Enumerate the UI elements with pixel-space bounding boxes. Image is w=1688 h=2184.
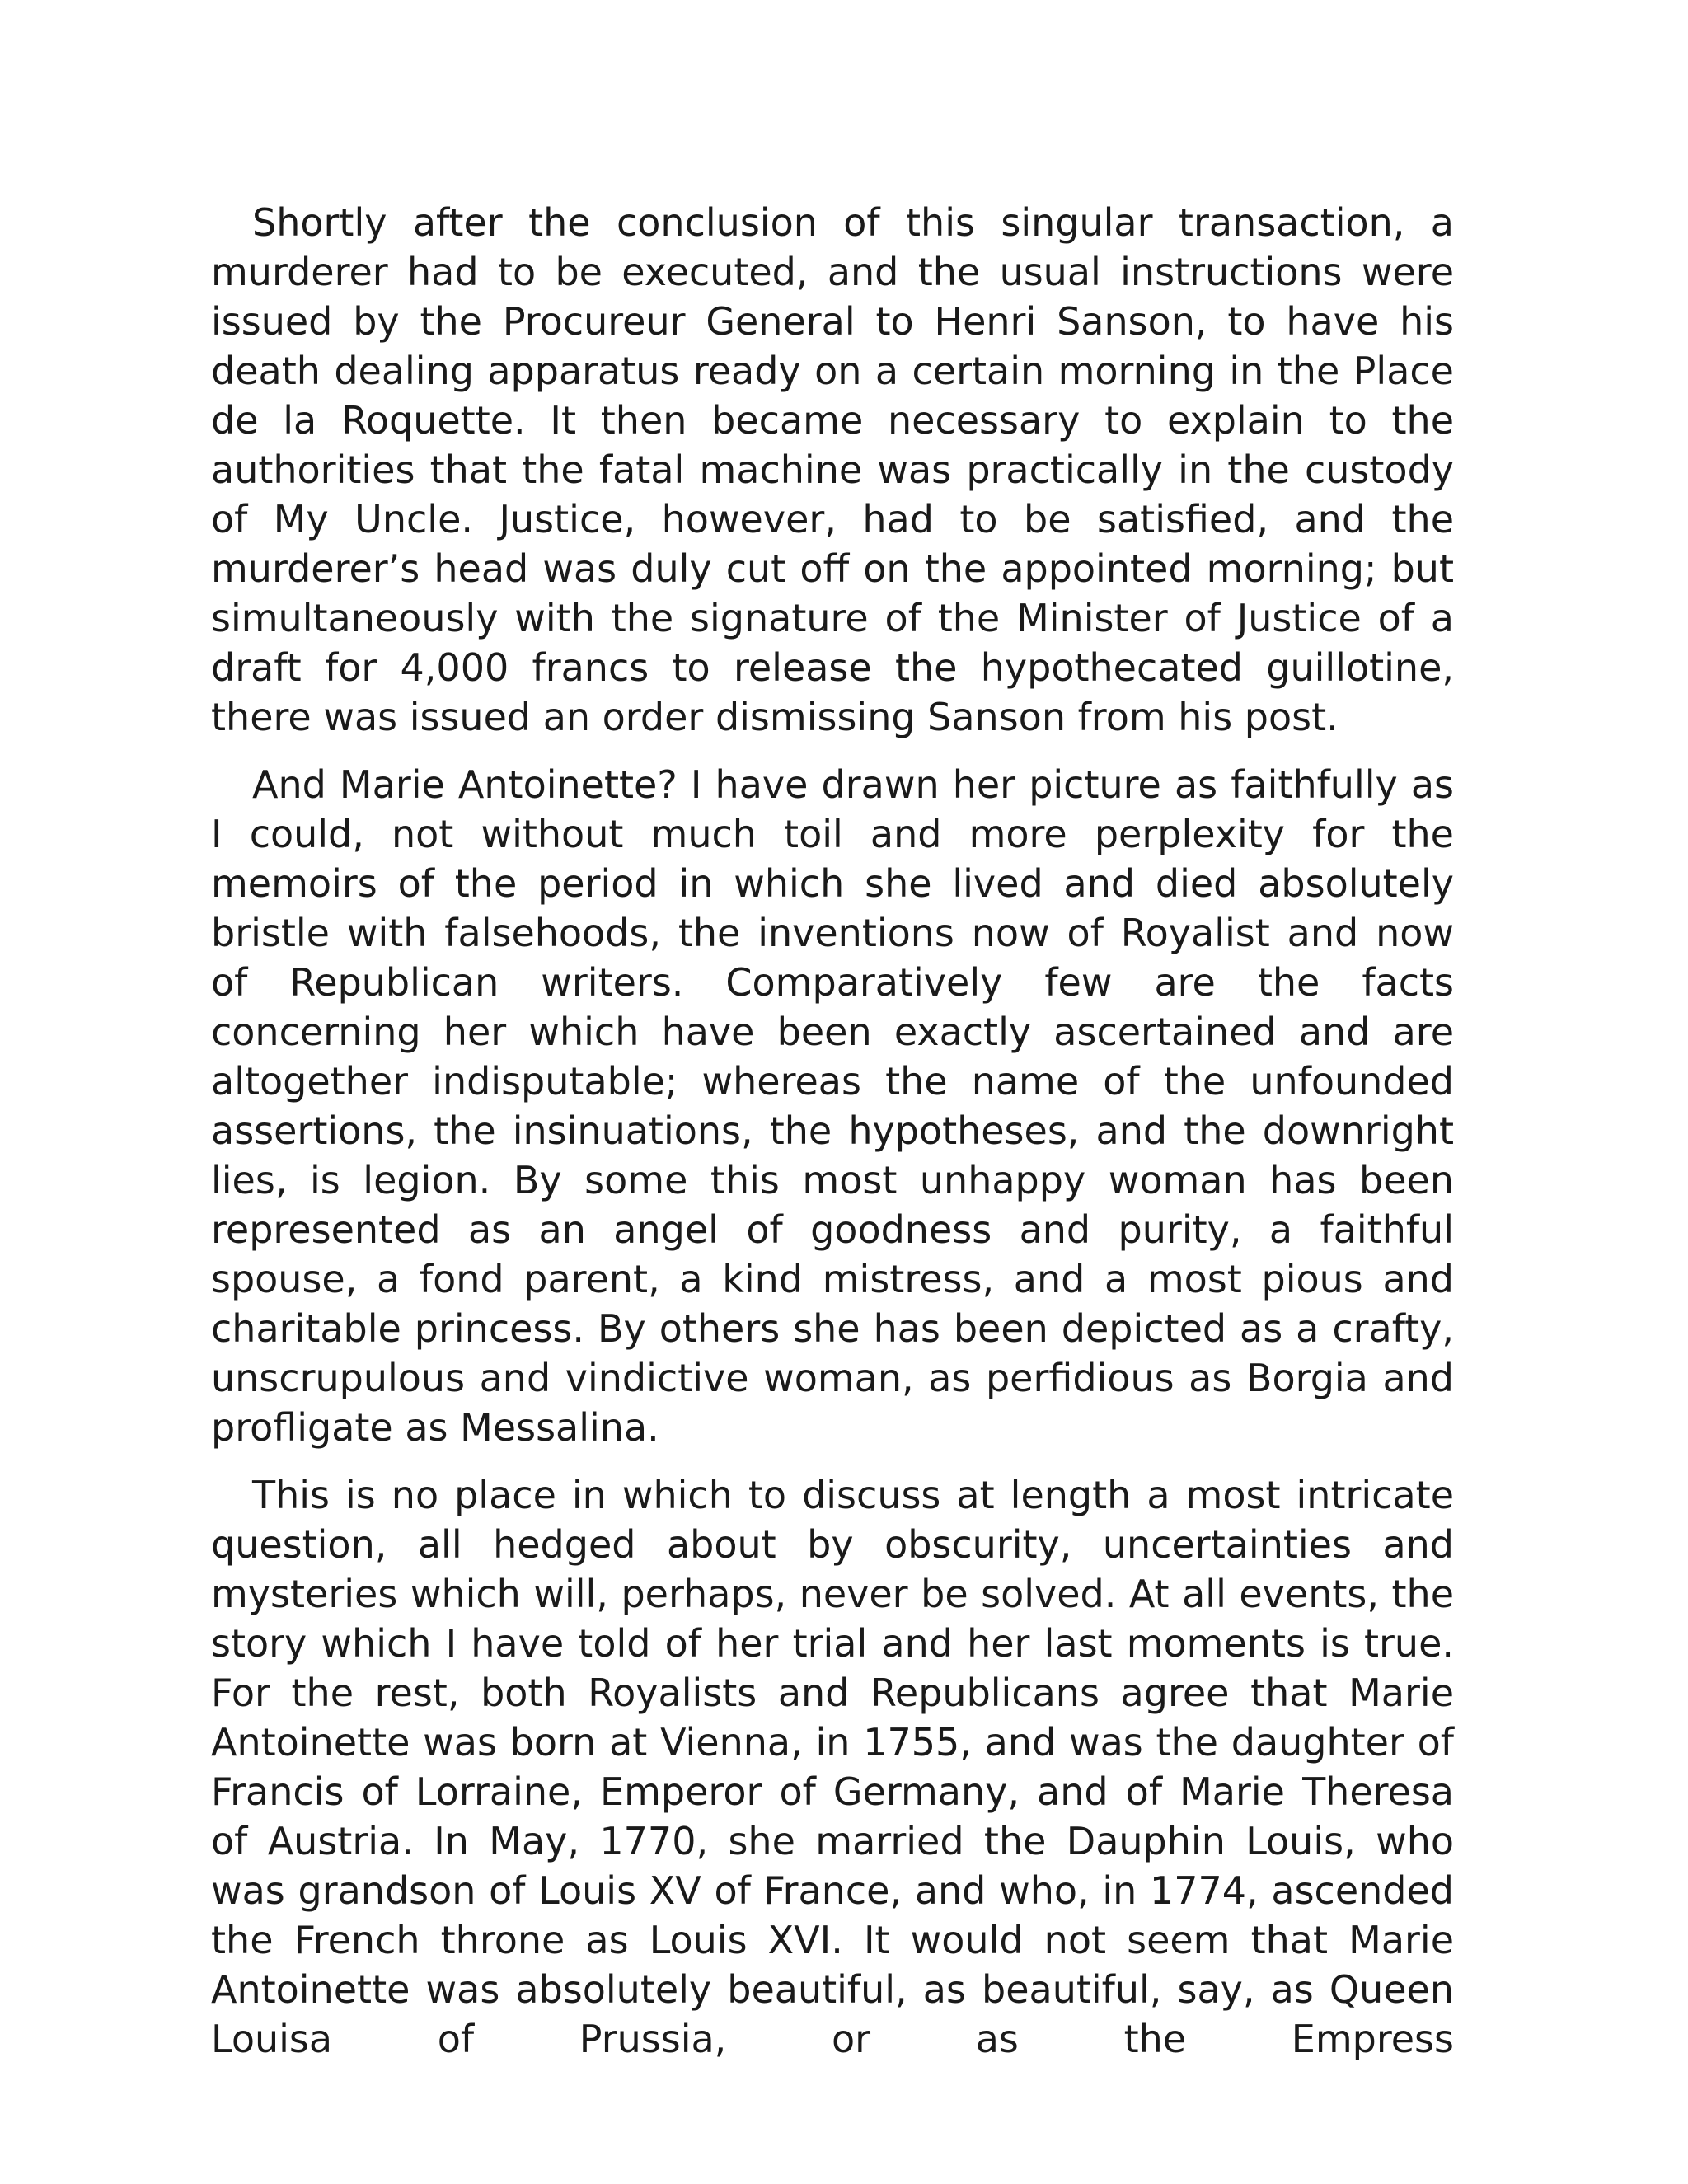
page-body bbox=[211, 198, 1454, 2082]
paragraph-marie-antoinette-history: This is no place in which to discuss at length a most intricate question, all hedged about by obscurity, uncertainties and mysteries which will, perhaps, never be solved. At all events, the story which I have told of her trial and her last moments is true. For the rest, both Royalists and Republicans agree that Marie Antoinette was born at Vienna, in 1755, and was the daughter of Francis of Lorraine, Emperor of Germany, and of Marie Theresa of Austria. In May, 1770, she married the Dauphin Louis, who was grandson of Louis XV of France, and who, in 1774, ascended the French throne as Louis XVI. It would not seem that Marie Antoinette was absolutely beautiful, as beautiful, say, as Queen Louisa of Prussia, or as the Empress bbox=[211, 1473, 1454, 2061]
paragraph-sanson-dismissal: Shortly after the conclusion of this singular transaction, a murderer had to be executed, and the usual instructions were issued by the Procureur General to Henri Sanson, to have his death dealing apparatus ready on a certain morning in the Place de la Roquette. It then became necessary to explain to the authorities that the fatal machine was practically in the custody of My Uncle. Justice, however, had to be satisfied, and the murderer’s head was duly cut off on the appointed morning; but simultaneously with the signature of the Minister of Justice of a draft for 4,000 francs to release the hypothecated guillotine, there was issued an order dismissing Sanson from his post. bbox=[211, 200, 1454, 739]
paragraph-marie-antoinette-portrait: And Marie Antoinette? I have drawn her picture as faithfully as I could, not without much toil and more perplexity for the memoirs of the period in which she lived and died absolutely bristle with falsehoods, the inventions now of Royalist and now of Republican writers. Comparatively few are the facts concerning her which have been exactly ascertained and are altogether indisputable; whereas the name of the unfounded assertions, the insinuations, the hypotheses, and the downright lies, is legion. By some this most unhappy woman has been represented as an angel of goodness and purity, a faithful spouse, a fond parent, a kind mistress, and a most pious and charitable princess. By others she has been depicted as a crafty, unscrupulous and vindictive woman, as perfidious as Borgia and profligate as Messalina. bbox=[211, 762, 1454, 1450]
